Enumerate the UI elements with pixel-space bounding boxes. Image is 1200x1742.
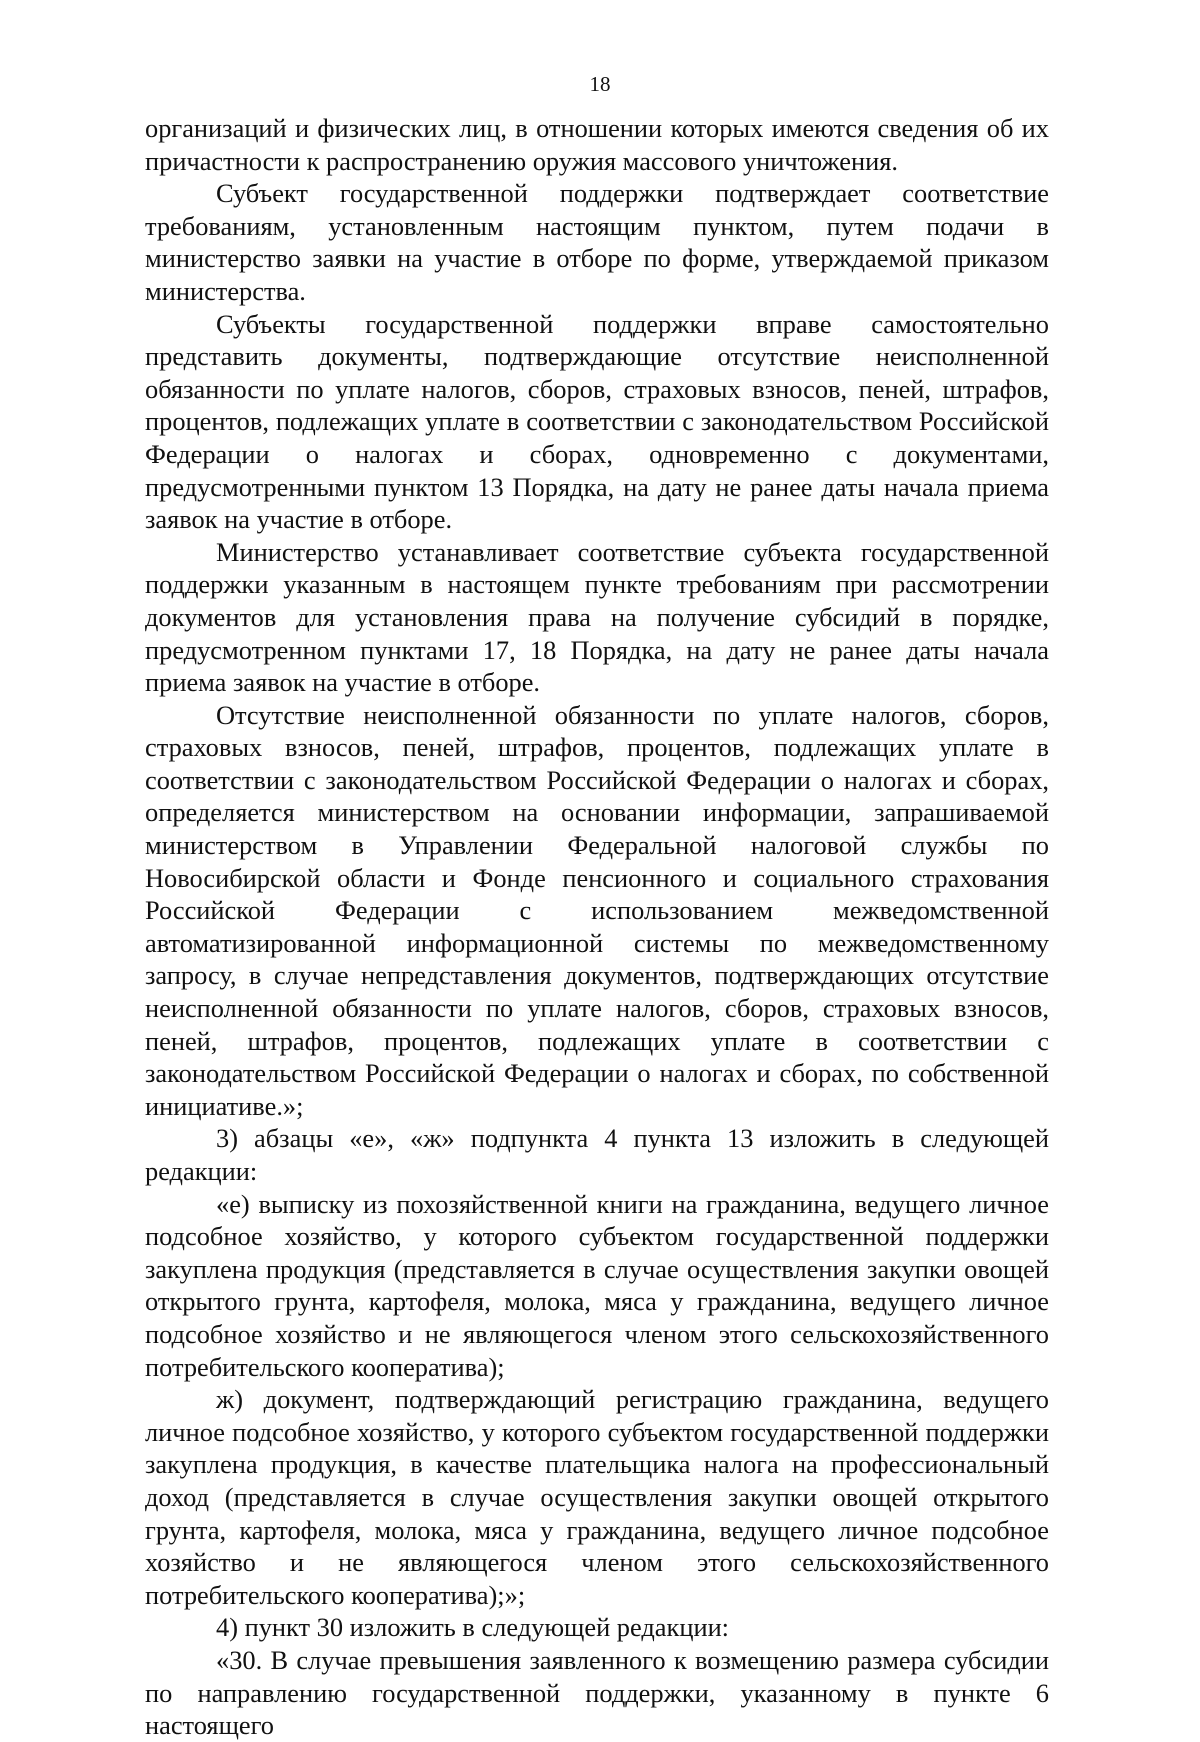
paragraph: ж) документ, подтверждающий регистрацию гражданина, ведущего личное подсобное хозяйство, у которого субъектом государственной поддержки закуплена продукция, в качестве плательщика налога на профессиональный доход (представляется в случае осуществления закупки овощей открытого грунта, картофеля, молока, мяса у гражданина, ведущего личное подсобное хозяйство и не являющегося членом этого сельскохозяйственного потребительского кооператива);»; [145, 1384, 1049, 1610]
paragraph: «30. В случае превышения заявленного к возмещению размера субсидии по направлению государственной поддержки, указанному в пункте 6 настоящего [145, 1644, 1049, 1741]
paragraph: Субъекты государственной поддержки вправе самостоятельно представить документы, подтверждающие отсутствие неисполненной обязанности по уплате налогов, сборов, страховых взносов, пеней, штрафов, процентов, подлежащих уплате в соответствии с законодательством Российской Федерации о налогах и сборах, одновременно с документами, предусмотренными пунктом 13 Порядка, на дату не ранее даты начала приема заявок на участие в отборе. [145, 308, 1049, 535]
page-number: 18 [589, 72, 611, 96]
paragraph: Министерство устанавливает соответствие субъекта государственной поддержки указанным в настоящем пункте требованиям при рассмотрении документов для установления права на получение субсидий в порядке, предусмотренном пунктами 17, 18 Порядка, на дату не ранее даты начала приема заявок на участие в отборе. [145, 536, 1049, 698]
paragraph: организаций и физических лиц, в отношении которых имеются сведения об их причастности к распространению оружия массового уничтожения. [145, 113, 1049, 176]
paragraph: «е) выписку из похозяйственной книги на гражданина, ведущего личное подсобное хозяйство, у которого субъектом государственной поддержки закуплена продукция (представляется в случае осуществления закупки овощей открытого грунта, картофеля, молока, мяса у гражданина, ведущего личное подсобное хозяйство и не являющегося членом этого сельскохозяйственного потребительского кооператива); [145, 1188, 1049, 1382]
paragraph: 4) пункт 30 изложить в следующей редакции: [216, 1612, 730, 1643]
paragraph: 3) абзацы «е», «ж» подпункта 4 пункта 13 изложить в следующей редакции: [145, 1123, 1049, 1186]
paragraph: Субъект государственной поддержки подтверждает соответствие требованиям, установленным настоящим пунктом, путем подачи в министерство заявки на участие в отборе по форме, утверждаемой приказом министерства. [145, 178, 1049, 306]
paragraph: Отсутствие неисполненной обязанности по уплате налогов, сборов, страховых взносов, пеней, штрафов, процентов, подлежащих уплате в соответствии с законодательством Российской Федерации о налогах и сборах, определяется министерством на основании информации, запрашиваемой министерством в Управлении Федеральной налоговой службы по Новосибирской области и Фонде пенсионного и социального страхования Российской Федерации с использованием межведомственной автоматизированной информационной системы по межведомственному запросу, в случае непредставления документов, подтверждающих отсутствие неисполненной обязанности по уплате налогов, сборов, страховых взносов, пеней, штрафов, процентов, подлежащих уплате в соответствии с законодательством Российской Федерации о налогах и сборах, по собственной инициативе.»; [145, 699, 1049, 1121]
document-body [145, 112, 1049, 1742]
